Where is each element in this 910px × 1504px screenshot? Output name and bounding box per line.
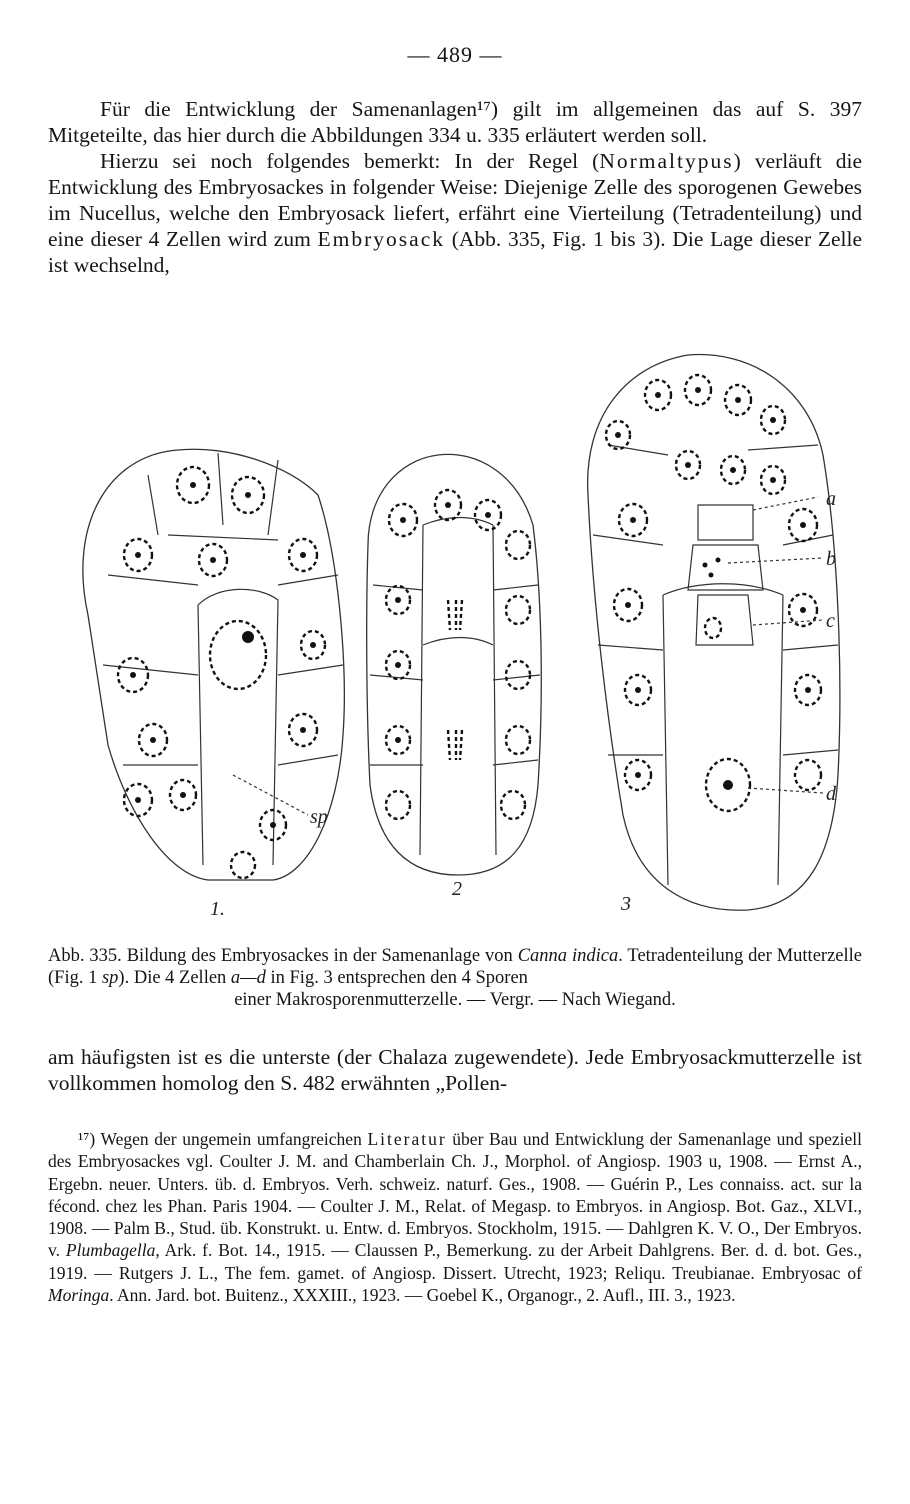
figure-drawing: [48, 345, 862, 935]
label-b: b: [826, 548, 836, 570]
footnote-plumbagella: Plumbagella: [65, 1240, 156, 1261]
page-number: — 489 —: [407, 42, 503, 67]
term-embryosack: Embryosack: [317, 227, 445, 251]
label-c: c: [826, 610, 835, 632]
figure-2-drawing: [367, 454, 542, 900]
caption-part-2: . Tetradenteilung der Mutterzelle (Fig. 1: [48, 946, 862, 988]
paragraph-2-c: (Abb. 335, Fig. 1 bis 3). Die Lage dieser Zelle ist wechselnd,: [48, 227, 862, 277]
paragraph-3: am häufigsten ist es die unterste (der Chalaza zugewendete). Jede Embryosackmutterzelle ist vollkommen homolog den S. 482 erwähnten „Pollen-: [48, 1045, 862, 1095]
label-d: d: [826, 783, 836, 805]
figure-abb-335: [48, 345, 862, 935]
footnote-literatur: Literatur: [367, 1129, 447, 1149]
label-a: a: [826, 488, 836, 510]
figure-3-drawing: [588, 355, 840, 915]
term-normaltypus: Normaltypus: [599, 149, 734, 173]
figure-1-drawing: [83, 449, 344, 920]
figure-caption: [48, 945, 862, 1011]
label-fig-2: 2: [452, 878, 462, 900]
footnote-17: [48, 1128, 862, 1306]
label-fig-1: 1.: [210, 898, 225, 920]
paragraph-2-a: Hierzu sei noch folgendes bemerkt: In der Regel (: [100, 149, 600, 173]
footnote-part-d: . Ann. Jard. bot. Buitenz., XXXIII., 1923. — Goebel K., Organogr., 2. Aufl., III. 3., 1923.: [109, 1285, 736, 1306]
caption-part-3: ). Die 4 Zellen: [118, 968, 231, 988]
body-text-top: [48, 96, 862, 278]
paragraph-2-b: ) verläuft die Entwicklung des Embryosackes in folgender Weise: Diejenige Zelle des sporogenen Gewebes im Nucellus, welche den Embryosack liefert, erfährt eine Vierteilung (Tetradenteilung) und eine dieser 4 Zellen wird zum: [48, 149, 863, 251]
footnote-text: [48, 1128, 862, 1306]
caption-part-1: Abb. 335. Bildung des Embryosackes in der Samenanlage von: [48, 946, 518, 966]
caption-part-4: in Fig. 3 entsprechen den 4 Sporen: [265, 968, 528, 988]
paragraph-1: Für die Entwicklung der Samenanlagen¹⁷) gilt im allgemeinen das auf S. 397 Mitgeteilte, das hier durch die Abbildungen 334 u. 335 erläutert werden soll.: [48, 97, 862, 147]
footnote-part-c: , Ark. f. Bot. 14., 1915. — Claussen P., Bemerkung. zu der Arbeit Dahlgrens. Ber. d. d. bot. Ges., 1919. — Rutgers J. L., The fem. gamet. of Angiosp. Dissert. Utrecht, 1923; Reliqu. Treubianae. Embryosac of: [48, 1240, 862, 1283]
caption-species: Canna indica: [517, 946, 619, 966]
footnote-moringa: Moringa: [48, 1285, 110, 1306]
caption-sp: sp: [101, 968, 119, 988]
body-text-bottom: [48, 1044, 862, 1096]
caption-last-line: einer Makrosporenmutterzelle. — Vergr. — Nach Wiegand.: [234, 990, 676, 1010]
footnote-part-b: über Bau und Entwicklung der Samenanlage und speziell des Embryosackes vgl. Coulter J. M. and Chamberlain Ch. J., Morphol. of Angiosp. 1903 u, 1908. — Ernst A., Ergebn. neuer. Unters. üb. d. Embryos. Verh. schweiz. naturf. Ges., 1908. — Guérin P., Les connaiss. act. sur la fécond. chez les Phan. Paris 1904. — Coulter J. M., Relat. of Megasp. to Embryos. in Angiosp. Bot. Gaz., XLVI., 1908. — Palm B., Stud. üb. Konstrukt. u. Entw. d. Embryos. Stockholm, 1915. — Dahlgren K. V. O., Der Embryos. v.: [48, 1129, 862, 1261]
paragraph-2: [48, 148, 862, 278]
caption-range: a—d: [230, 968, 266, 988]
label-fig-3: 3: [621, 893, 631, 915]
label-sp: sp: [310, 806, 328, 828]
footnote-part-a: ¹⁷) Wegen der ungemein umfangreichen: [78, 1129, 368, 1149]
